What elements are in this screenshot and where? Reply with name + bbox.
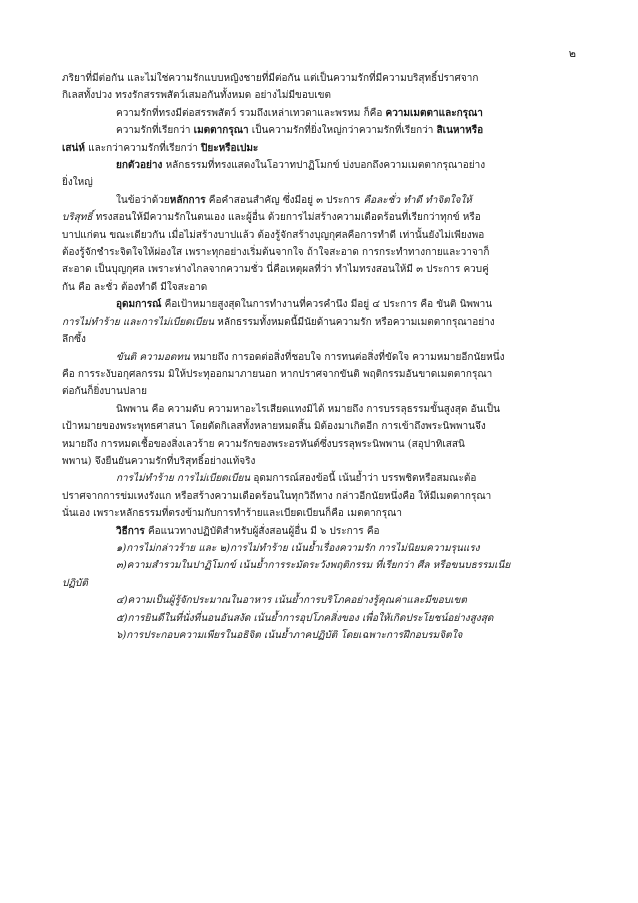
text-span: ความรักที่ทรงมีต่อสรรพสัตว์ รวมถึงเหล่าเทวดาและพรหม ก็คือ [116, 107, 386, 119]
italic-term: การไม่ทำร้าย และการไม่เบียดเบียน [62, 316, 215, 328]
text-line [62, 592, 574, 609]
text-line [62, 87, 574, 104]
bold-term: ปิยะหรือเปมะ [201, 142, 259, 154]
text-line [62, 314, 574, 331]
text-span: ยิ่งใหญ่ [62, 177, 93, 189]
text-span: คือเป้าหมายสูงสุดในการทำงานที่ควรคำนึง มีอยู่ ๔ ประการ คือ ขันติ นิพพาน [161, 299, 493, 311]
text-line [62, 610, 574, 627]
text-span: ในข้อว่าด้วย [116, 194, 170, 206]
text-span: นั่นเอง เพราะหลักธรรมที่ตรงข้ามกับการทำร้ายและเบียดเบียนก็คือ เมตตากรุณา [62, 508, 402, 520]
text-span: กัน คือ ละชั่ว ต้องทำดี มีใจสะอาด [62, 281, 208, 293]
text-line [62, 331, 574, 348]
text-span: เป้าหมายของพระพุทธศาสนา โดยตัดกิเลสทั้งหลายหมดสิ้น มิต้องมาเกิดอีก การเข้าถึงพระนิพพานจึง [62, 421, 486, 433]
text-span: และกว่าความรักที่เรียกว่า [84, 142, 202, 154]
text-span: หมายถึง การหมดเชื้อของสิ่งเลวร้าย ความรักของพระอรหันต์ซึ่งบรรลุพระนิพพาน (สอุปาทิเสสนิ [62, 438, 465, 450]
text-line [62, 418, 574, 435]
text-line [62, 192, 574, 209]
bold-term: ยกตัวอย่าง [116, 160, 163, 172]
bold-term: เสน่ห์ [62, 142, 85, 154]
text-span: หลักธรรมทั้งหมดนี้มีนัยด้านความรัก หรือความเมตตากรุณาอย่าง [214, 316, 495, 328]
bold-term: วิธีการ [116, 525, 145, 537]
text-line [62, 436, 574, 453]
text-span: อุดมการณ์สองข้อนี้ เน้นย้ำว่า บรรพชิตหรือสมณะต้อ [250, 473, 477, 485]
text-span: พพาน) จึงยืนยันความรักที่บริสุทธิ์อย่างแท้จริง [62, 455, 256, 467]
text-span: กิเลสทั้งปวง ทรงรักสรรพสัตว์เสมอกันทั้งหมด อย่างไม่มีขอบเขต [62, 90, 331, 102]
text-line [62, 383, 574, 400]
text-line [62, 279, 574, 296]
text-line [62, 540, 574, 557]
text-span: คือแนวทางปฏิบัติสำหรับผู้สั่งสอนผู้อื่น มี ๖ ประการ คือ [144, 525, 380, 537]
bold-term: ความเมตตาและกรุณา [385, 107, 483, 119]
italic-term: ๕)การยินดีในที่นั่งที่นอนอันสงัด เน้นย้ำการอุปโภคสิ่งของ เพื่อให้เกิดประโยชน์อย่างสูงสุด [116, 612, 494, 624]
italic-term: ๓)ความสำรวมในปาฏิโมกข์ เน้นย้ำการระมัดระวังพฤติกรรม ที่เรียกว่า ศีล หรือขนบธรรมเนีย [116, 560, 511, 572]
italic-term: ๖)การประกอบความเพียรในอธิจิต เน้นย้ำภาคปฏิบัติ โดยเฉพาะการฝึกอบรมจิตใจ [116, 630, 463, 641]
text-line [62, 488, 574, 505]
text-line [62, 523, 574, 540]
text-span: ความรักที่เรียกว่า [116, 125, 194, 137]
text-line [62, 470, 574, 487]
text-line [62, 174, 574, 191]
text-line [62, 575, 574, 592]
italic-term: การไม่ทำร้าย การไม่เบียดเบียน [116, 473, 251, 485]
bold-term: อุดมการณ์ [116, 299, 162, 311]
italic-term: คือละชั่ว ทำดี ทำจิตใจให้ [363, 194, 472, 206]
italic-term: ๑)การไม่กล่าวร้าย และ ๒)การไม่ทำร้าย เน้นย้ำเรื่องความรัก การไม่นิยมความรุนแรง [116, 542, 480, 554]
text-line [62, 401, 574, 418]
text-line [62, 157, 574, 174]
text-line [62, 105, 574, 122]
text-line [62, 261, 574, 278]
italic-term: บริสุทธิ์ [62, 212, 93, 224]
text-span: หลักธรรมที่ทรงแสดงในโอวาทปาฏิโมกข์ บ่งบอกถึงความเมตตากรุณาอย่าง [162, 160, 486, 172]
italic-term: ปฏิบัติ [62, 577, 88, 589]
text-line [62, 122, 574, 139]
text-span: สะอาด เป็นบุญกุศล เพราะห่างไกลจากความชั่ว นี่คือเหตุผลที่ว่า ทำไมทรงสอนให้มี ๓ ประการ ควบคู่ [62, 264, 489, 276]
text-line [62, 244, 574, 261]
text-line [62, 366, 574, 383]
bold-term: หลักการ [169, 194, 206, 206]
text-line [62, 505, 574, 522]
text-span: ลึกซึ้ง [62, 334, 86, 346]
text-span: ทรงสอนให้มีความรักในตนเอง และผู้อื่น ด้วยการไม่สร้างความเดือดร้อนที่เรียกว่าทุกข์ หรือ [92, 212, 481, 224]
text-span: ปราศจากการข่มเหงรังแก หรือสร้างความเดือดร้อนในทุกวิถีทาง กล่าวอีกนัยหนึ่งคือ ให้มีเมตตากรุณา [62, 490, 492, 502]
italic-term: ขันติ ความอดทน [116, 351, 190, 363]
text-line [62, 70, 574, 87]
text-span: คือคำสอนสำคัญ ซึ่งมีอยู่ ๓ ประการ [205, 194, 364, 206]
text-line [62, 627, 574, 644]
text-line [62, 209, 574, 226]
italic-term: ๔)ความเป็นผู้รู้จักประมาณในอาหาร เน้นย้ำการบริโภคอย่างรู้คุณค่าและมีขอบเขต [116, 595, 467, 607]
text-span: เป็นความรักที่ยิ่งใหญ่กว่าความรักที่เรียกว่า [248, 125, 437, 137]
body-text [62, 70, 574, 644]
text-span: ภริยาที่มีต่อกัน และไม่ใช่ความรักแบบหญิงชายที่มีต่อกัน แต่เป็นความรักที่มีความบริสุทธิ์ปราศจาก [62, 73, 479, 84]
text-line [62, 349, 574, 366]
text-span: ต่อกันก็ยิ่งบานปลาย [62, 386, 147, 398]
page-number: ๒ [568, 47, 576, 60]
bold-term: เมตตากรุณา [193, 125, 249, 137]
text-line [62, 140, 574, 157]
text-line [62, 453, 574, 470]
text-span: นิพพาน คือ ความดับ ความหาอะไรเสียดแทงมิได้ หมายถึง การบรรลุธรรมขั้นสูงสุด อันเป็น [116, 403, 500, 415]
bold-term: สิเนหาหรือ [436, 125, 484, 137]
text-line [62, 557, 574, 574]
text-span: หมายถึง การอดต่อสิ่งที่ชอบใจ การทนต่อสิ่งที่ขัดใจ ความหมายอีกนัยหนึ่ง [189, 351, 505, 363]
text-span: คือ การระงับอกุศลกรรม มิให้ประทุออกมาภายนอก หากปราศจากขันติ พฤติกรรมอันขาดเมตตากรุณา [62, 368, 493, 380]
text-span: ต้องรู้จักชำระจิตใจให้ผ่องใส เพราะทุกอย่างเริ่มต้นจากใจ ถ้าใจสะอาด การกระทำทางกายและวาจาก็ [62, 247, 490, 259]
text-span: บาปแก่ตน ขณะเดียวกัน เมื่อไม่สร้างบาปแล้ว ต้องรู้จักสร้างบุญกุศลคือการทำดี เท่านั้นยังไม่เพียงพอ [62, 229, 485, 241]
text-line [62, 296, 574, 313]
text-line [62, 227, 574, 244]
